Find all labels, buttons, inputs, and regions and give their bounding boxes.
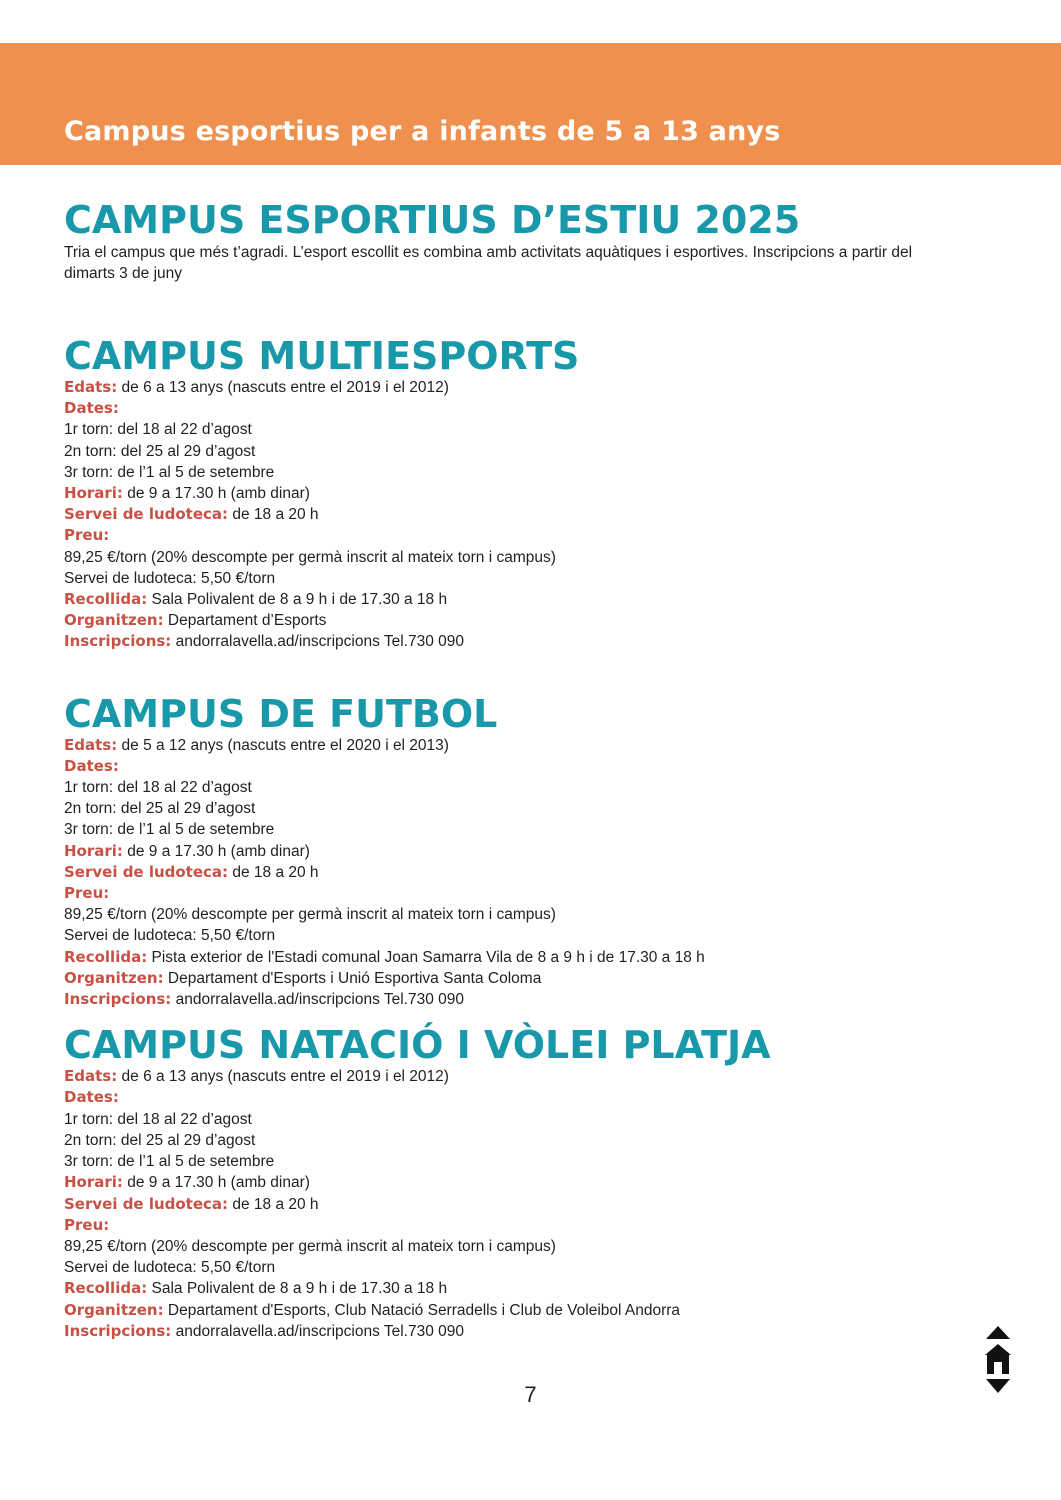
campus-title: CAMPUS MULTIESPORTS <box>64 334 580 378</box>
preu-ludoteca: Servei de ludoteca: 5,50 €/torn <box>64 927 276 945</box>
horari-line: Horari: de 9 a 17.30 h (amb dinar) <box>64 841 310 860</box>
campus-title: CAMPUS NATACIÓ I VÒLEI PLATJA <box>64 1023 771 1068</box>
dates-label: Dates: <box>64 399 119 418</box>
home-icon[interactable] <box>985 1344 1011 1374</box>
torn-2: 2n torn: del 25 al 29 d’agost <box>64 1131 256 1149</box>
ludoteca-line: Servei de ludoteca: de 18 a 20 h <box>64 505 319 524</box>
ludoteca-line: Servei de ludoteca: de 18 a 20 h <box>64 1194 319 1213</box>
dates-label: Dates: <box>64 1088 119 1107</box>
campus-title: CAMPUS DE FUTBOL <box>64 691 498 736</box>
organitzen-line: Organitzen: Departament d'Esports, Club Natació Serradells i Club de Voleibol Andorra <box>64 1300 681 1319</box>
edats-line: Edats: de 6 a 13 anys (nascuts entre el 2019 i el 2012) <box>64 1067 449 1086</box>
preu-torn: 89,25 €/torn (20% descompte per germà inscrit al mateix torn i campus) <box>64 1237 556 1255</box>
preu-label: Preu: <box>64 884 110 903</box>
preu-label: Preu: <box>64 526 110 545</box>
torn-1: 1r torn: del 18 al 22 d’agost <box>64 1110 252 1128</box>
torn-3: 3r torn: de l’1 al 5 de setembre <box>64 821 275 839</box>
dates-label: Dates: <box>64 756 119 775</box>
campus-natacio-volei-platja <box>64 1024 994 1342</box>
organitzen-line: Organitzen: Departament d'Esports i Unió Esportiva Santa Coloma <box>64 968 542 987</box>
page-heading: CAMPUS ESPORTIUS D’ESTIU 2025 <box>64 198 801 242</box>
torn-3: 3r torn: de l’1 al 5 de setembre <box>64 1153 275 1171</box>
horari-line: Horari: de 9 a 17.30 h (amb dinar) <box>64 484 310 503</box>
torn-2: 2n torn: del 25 al 29 d’agost <box>64 442 256 460</box>
recollida-line: Recollida: Sala Polivalent de 8 a 9 h i de 17.30 a 18 h <box>64 1279 448 1298</box>
page-navigation <box>984 1324 1012 1396</box>
edats-line: Edats: de 6 a 13 anys (nascuts entre el 2019 i el 2012) <box>64 378 449 396</box>
recollida-line: Recollida: Sala Polivalent de 8 a 9 h i de 17.30 a 18 h <box>64 590 448 609</box>
campus-futbol <box>64 693 994 1011</box>
triangle-down-icon[interactable] <box>986 1379 1010 1393</box>
horari-line: Horari: de 9 a 17.30 h (amb dinar) <box>64 1173 310 1192</box>
ludoteca-line: Servei de ludoteca: de 18 a 20 h <box>64 862 319 881</box>
preu-ludoteca: Servei de ludoteca: 5,50 €/torn <box>64 1259 276 1277</box>
page-number: 7 <box>524 1382 537 1407</box>
campus-multiesports <box>64 335 994 653</box>
triangle-up-icon[interactable] <box>986 1326 1010 1339</box>
banner-title: Campus esportius per a infants de 5 a 13 anys <box>64 116 781 147</box>
recollida-line: Recollida: Pista exterior de l'Estadi comunal Joan Samarra Vila de 8 a 9 h i de 17.30 a 18 h <box>64 947 705 966</box>
inscripcions-line: Inscripcions: andorralavella.ad/inscripcions Tel.730 090 <box>64 1321 464 1340</box>
inscripcions-line: Inscripcions: andorralavella.ad/inscripcions Tel.730 090 <box>64 632 464 651</box>
edats-line: Edats: de 5 a 12 anys (nascuts entre el 2020 i el 2013) <box>64 735 449 754</box>
torn-3: 3r torn: de l’1 al 5 de setembre <box>64 463 275 481</box>
torn-1: 1r torn: del 18 al 22 d’agost <box>64 421 252 439</box>
main-content <box>64 198 994 1342</box>
preu-ludoteca: Servei de ludoteca: 5,50 €/torn <box>64 569 276 587</box>
preu-torn: 89,25 €/torn (20% descompte per germà inscrit al mateix torn i campus) <box>64 548 556 566</box>
organitzen-line: Organitzen: Departament d’Esports <box>64 611 327 630</box>
torn-1: 1r torn: del 18 al 22 d’agost <box>64 779 252 797</box>
preu-label: Preu: <box>64 1215 110 1234</box>
preu-torn: 89,25 €/torn (20% descompte per germà inscrit al mateix torn i campus) <box>64 906 556 924</box>
inscripcions-line: Inscripcions: andorralavella.ad/inscripcions Tel.730 090 <box>64 990 464 1009</box>
torn-2: 2n torn: del 25 al 29 d’agost <box>64 800 256 818</box>
intro-text: Tria el campus que més t’agradi. L’esport escollit es combina amb activitats aquàtiques i esportives. Inscripcions a partir del dimarts 3 de juny <box>64 244 913 282</box>
